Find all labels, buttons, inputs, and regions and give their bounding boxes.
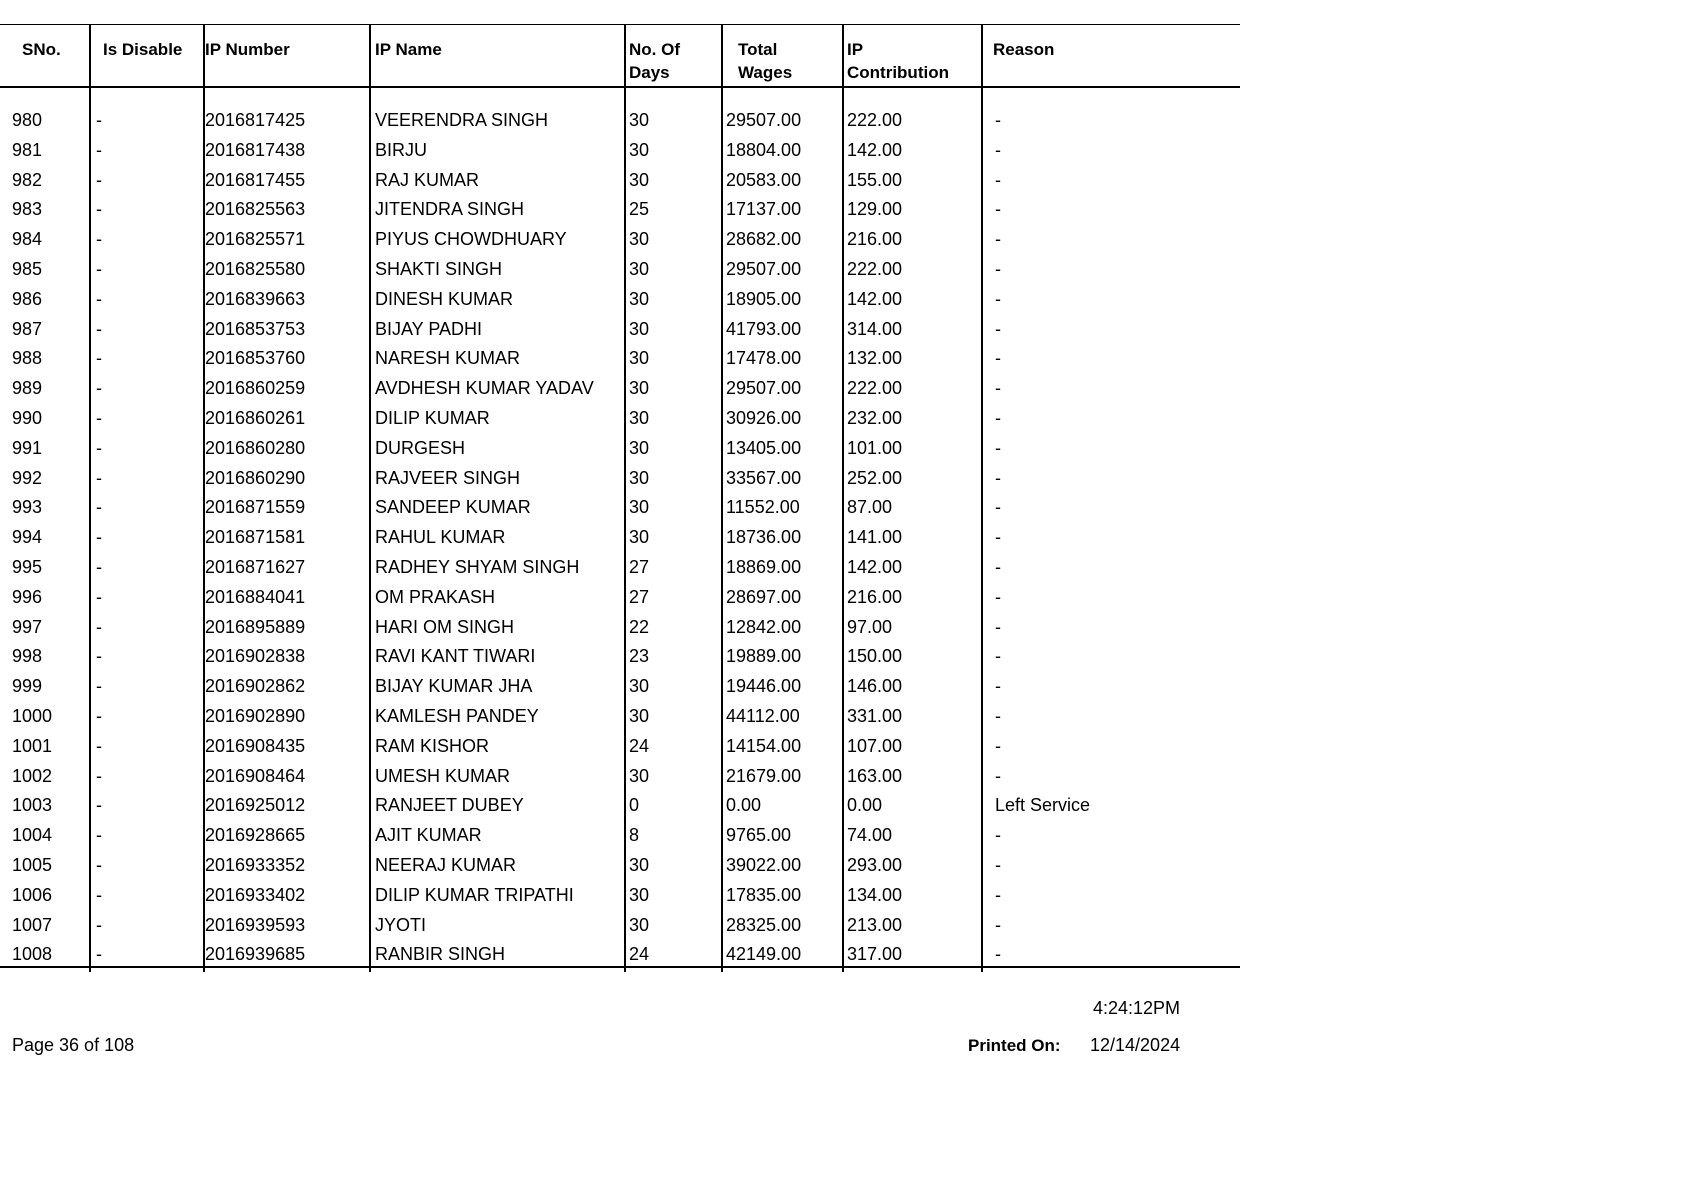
cell-is-disable: - — [96, 497, 102, 518]
cell-is-disable: - — [96, 884, 102, 905]
cell-ip-name: BIRJU — [375, 139, 428, 160]
cell-is-disable: - — [96, 914, 102, 935]
cell-is-disable: - — [96, 616, 102, 637]
cell-is-disable: - — [96, 258, 102, 279]
cell-reason: - — [995, 348, 1001, 369]
cell-reason: - — [995, 467, 1001, 488]
cell-reason: - — [995, 825, 1001, 846]
cell-is-disable: - — [96, 407, 102, 428]
cell-ip-number: 2016939685 — [205, 944, 306, 965]
table-row — [0, 493, 1240, 523]
cell-sno: 994 — [12, 527, 43, 548]
table-rows — [0, 106, 1240, 970]
cell-total-wages: 17137.00 — [726, 199, 802, 220]
cell-no-of-days: 23 — [629, 646, 650, 667]
cell-ip-number: 2016853760 — [205, 348, 306, 369]
cell-total-wages: 28682.00 — [726, 229, 802, 250]
table-row — [0, 106, 1240, 136]
cell-ip-name: OM PRAKASH — [375, 586, 496, 607]
cell-ip-number: 2016825563 — [205, 199, 306, 220]
cell-is-disable: - — [96, 646, 102, 667]
cell-ip-number: 2016825571 — [205, 229, 306, 250]
cell-ip-number: 2016925012 — [205, 795, 306, 816]
cell-ip-number: 2016860259 — [205, 378, 306, 399]
cell-is-disable: - — [96, 586, 102, 607]
cell-total-wages: 30926.00 — [726, 407, 802, 428]
cell-reason: Left Service — [995, 795, 1091, 816]
cell-ip-name: BIJAY KUMAR JHA — [375, 676, 533, 697]
cell-reason: - — [995, 318, 1001, 339]
cell-ip-contribution: 107.00 — [847, 735, 903, 756]
cell-no-of-days: 30 — [629, 676, 650, 697]
cell-ip-number: 2016817455 — [205, 169, 306, 190]
cell-sno: 1006 — [12, 884, 53, 905]
cell-ip-name: KAMLESH PANDEY — [375, 705, 539, 726]
cell-ip-contribution: 132.00 — [847, 348, 903, 369]
table-bottom-border — [0, 966, 1240, 968]
column-separator — [203, 24, 205, 972]
cell-ip-number: 2016902862 — [205, 676, 306, 697]
cell-no-of-days: 30 — [629, 229, 650, 250]
header-reason: Reason — [993, 40, 1055, 59]
table-row — [0, 523, 1240, 553]
cell-ip-contribution: 213.00 — [847, 914, 903, 935]
cell-total-wages: 19889.00 — [726, 646, 802, 667]
cell-ip-number: 2016939593 — [205, 914, 306, 935]
cell-ip-contribution: 142.00 — [847, 288, 903, 309]
contribution-table — [0, 24, 1240, 967]
cell-no-of-days: 0 — [629, 795, 640, 816]
cell-no-of-days: 22 — [629, 616, 650, 637]
cell-sno: 1005 — [12, 854, 53, 875]
cell-reason: - — [995, 884, 1001, 905]
cell-total-wages: 20583.00 — [726, 169, 802, 190]
cell-is-disable: - — [96, 169, 102, 190]
table-row — [0, 374, 1240, 404]
cell-ip-contribution: 222.00 — [847, 258, 903, 279]
cell-no-of-days: 30 — [629, 378, 650, 399]
cell-no-of-days: 30 — [629, 318, 650, 339]
cell-total-wages: 33567.00 — [726, 467, 802, 488]
cell-sno: 1003 — [12, 795, 53, 816]
cell-total-wages: 13405.00 — [726, 437, 802, 458]
cell-ip-number: 2016839663 — [205, 288, 306, 309]
cell-ip-contribution: 142.00 — [847, 139, 903, 160]
cell-reason: - — [995, 944, 1001, 965]
cell-ip-number: 2016902838 — [205, 646, 306, 667]
cell-no-of-days: 30 — [629, 705, 650, 726]
cell-total-wages: 21679.00 — [726, 765, 802, 786]
cell-no-of-days: 25 — [629, 199, 650, 220]
footer-printed-on-date: 12/14/2024 — [1090, 1035, 1181, 1055]
cell-sno: 981 — [12, 139, 43, 160]
cell-ip-name: NEERAJ KUMAR — [375, 854, 517, 875]
table-row — [0, 225, 1240, 255]
cell-ip-contribution: 216.00 — [847, 229, 903, 250]
cell-is-disable: - — [96, 139, 102, 160]
cell-total-wages: 42149.00 — [726, 944, 802, 965]
cell-no-of-days: 30 — [629, 527, 650, 548]
table-row — [0, 672, 1240, 702]
cell-is-disable: - — [96, 735, 102, 756]
table-row — [0, 136, 1240, 166]
cell-reason: - — [995, 169, 1001, 190]
cell-no-of-days: 30 — [629, 407, 650, 428]
cell-reason: - — [995, 854, 1001, 875]
cell-ip-number: 2016825580 — [205, 258, 306, 279]
table-row — [0, 285, 1240, 315]
cell-ip-contribution: 129.00 — [847, 199, 903, 220]
cell-is-disable: - — [96, 825, 102, 846]
cell-reason: - — [995, 646, 1001, 667]
column-separator — [89, 24, 91, 972]
cell-ip-contribution: 232.00 — [847, 407, 903, 428]
cell-no-of-days: 30 — [629, 258, 650, 279]
cell-reason: - — [995, 705, 1001, 726]
cell-total-wages: 0.00 — [726, 795, 762, 816]
cell-is-disable: - — [96, 318, 102, 339]
header-sno: SNo. — [22, 40, 61, 59]
cell-reason: - — [995, 229, 1001, 250]
cell-ip-name: RAVI KANT TIWARI — [375, 646, 536, 667]
cell-ip-number: 2016871627 — [205, 556, 306, 577]
cell-ip-number: 2016860290 — [205, 467, 306, 488]
cell-ip-name: DILIP KUMAR — [375, 407, 490, 428]
cell-total-wages: 29507.00 — [726, 378, 802, 399]
cell-is-disable: - — [96, 348, 102, 369]
cell-ip-name: RAM KISHOR — [375, 735, 490, 756]
cell-ip-number: 2016908464 — [205, 765, 306, 786]
cell-sno: 995 — [12, 556, 43, 577]
table-row — [0, 911, 1240, 941]
cell-is-disable: - — [96, 199, 102, 220]
cell-ip-contribution: 134.00 — [847, 884, 903, 905]
cell-ip-number: 2016884041 — [205, 586, 306, 607]
cell-ip-name: RANJEET DUBEY — [375, 795, 524, 816]
footer-printed-on-label: Printed On: — [968, 1036, 1061, 1055]
cell-reason: - — [995, 199, 1001, 220]
cell-sno: 998 — [12, 646, 43, 667]
cell-ip-contribution: 216.00 — [847, 586, 903, 607]
cell-ip-number: 2016933402 — [205, 884, 306, 905]
cell-ip-number: 2016895889 — [205, 616, 306, 637]
cell-sno: 993 — [12, 497, 43, 518]
cell-is-disable: - — [96, 795, 102, 816]
cell-ip-number: 2016860261 — [205, 407, 306, 428]
cell-sno: 982 — [12, 169, 43, 190]
column-separator — [981, 24, 983, 972]
cell-reason: - — [995, 914, 1001, 935]
cell-ip-name: VEERENDRA SINGH — [375, 110, 549, 130]
cell-reason: - — [995, 586, 1001, 607]
cell-ip-number: 2016902890 — [205, 705, 306, 726]
cell-ip-contribution: 142.00 — [847, 556, 903, 577]
cell-sno: 990 — [12, 407, 43, 428]
cell-no-of-days: 30 — [629, 169, 650, 190]
cell-sno: 980 — [12, 110, 43, 130]
cell-total-wages: 14154.00 — [726, 735, 802, 756]
cell-total-wages: 29507.00 — [726, 258, 802, 279]
cell-total-wages: 18869.00 — [726, 556, 802, 577]
cell-total-wages: 18736.00 — [726, 527, 802, 548]
table-row — [0, 583, 1240, 613]
cell-no-of-days: 30 — [629, 139, 650, 160]
cell-reason: - — [995, 288, 1001, 309]
cell-ip-contribution: 141.00 — [847, 527, 903, 548]
cell-reason: - — [995, 527, 1001, 548]
cell-ip-number: 2016817425 — [205, 110, 306, 130]
cell-no-of-days: 8 — [629, 825, 640, 846]
cell-total-wages: 28697.00 — [726, 586, 802, 607]
cell-sno: 1001 — [12, 735, 53, 756]
cell-ip-contribution: 331.00 — [847, 705, 903, 726]
header-total-wages: Total Wages — [738, 40, 793, 82]
cell-ip-number: 2016817438 — [205, 139, 306, 160]
cell-ip-contribution: 155.00 — [847, 169, 903, 190]
cell-ip-contribution: 293.00 — [847, 854, 903, 875]
cell-no-of-days: 30 — [629, 884, 650, 905]
cell-ip-number: 2016908435 — [205, 735, 306, 756]
cell-ip-number: 2016933352 — [205, 854, 306, 875]
cell-sno: 1000 — [12, 705, 53, 726]
cell-is-disable: - — [96, 437, 102, 458]
cell-ip-contribution: 97.00 — [847, 616, 893, 637]
cell-ip-contribution: 252.00 — [847, 467, 903, 488]
cell-ip-name: RAJVEER SINGH — [375, 467, 521, 488]
cell-ip-name: RADHEY SHYAM SINGH — [375, 556, 580, 577]
cell-reason: - — [995, 407, 1001, 428]
cell-ip-name: JITENDRA SINGH — [375, 199, 525, 220]
cell-is-disable: - — [96, 288, 102, 309]
cell-no-of-days: 30 — [629, 765, 650, 786]
cell-sno: 984 — [12, 229, 43, 250]
cell-ip-number: 2016928665 — [205, 825, 306, 846]
cell-ip-name: AVDHESH KUMAR YADAV — [375, 378, 594, 399]
cell-ip-contribution: 74.00 — [847, 825, 893, 846]
column-separator — [721, 24, 723, 972]
cell-reason: - — [995, 765, 1001, 786]
table-row — [0, 642, 1240, 672]
cell-ip-number: 2016853753 — [205, 318, 306, 339]
cell-ip-name: DINESH KUMAR — [375, 288, 514, 309]
cell-no-of-days: 30 — [629, 497, 650, 518]
cell-sno: 983 — [12, 199, 43, 220]
table-row — [0, 195, 1240, 225]
table-row — [0, 851, 1240, 881]
cell-no-of-days: 30 — [629, 854, 650, 875]
cell-ip-contribution: 222.00 — [847, 378, 903, 399]
cell-sno: 987 — [12, 318, 43, 339]
cell-is-disable: - — [96, 676, 102, 697]
cell-no-of-days: 24 — [629, 944, 650, 965]
cell-is-disable: - — [96, 854, 102, 875]
cell-ip-contribution: 87.00 — [847, 497, 893, 518]
cell-ip-name: RAHUL KUMAR — [375, 527, 506, 548]
cell-total-wages: 11552.00 — [726, 497, 800, 518]
cell-sno: 1008 — [12, 944, 53, 965]
header-ip-contribution: IP Contribution — [847, 40, 949, 82]
cell-ip-name: PIYUS CHOWDHUARY — [375, 229, 567, 250]
cell-reason: - — [995, 437, 1001, 458]
cell-ip-number: 2016871559 — [205, 497, 306, 518]
column-separator — [624, 24, 626, 972]
cell-sno: 997 — [12, 616, 43, 637]
table-row — [0, 881, 1240, 911]
table-row — [0, 791, 1240, 821]
cell-ip-contribution: 222.00 — [847, 110, 903, 130]
column-separator — [369, 24, 371, 972]
cell-is-disable: - — [96, 527, 102, 548]
table-row — [0, 255, 1240, 285]
cell-total-wages: 18905.00 — [726, 288, 802, 309]
cell-no-of-days: 27 — [629, 556, 650, 577]
cell-is-disable: - — [96, 556, 102, 577]
cell-ip-name: SHAKTI SINGH — [375, 258, 503, 279]
table-header — [0, 24, 1240, 88]
footer-page-number: Page 36 of 108 — [12, 1035, 135, 1055]
cell-total-wages: 12842.00 — [726, 616, 802, 637]
cell-is-disable: - — [96, 110, 102, 130]
cell-no-of-days: 27 — [629, 586, 650, 607]
cell-sno: 1002 — [12, 765, 53, 786]
cell-ip-name: UMESH KUMAR — [375, 765, 511, 786]
cell-reason: - — [995, 378, 1001, 399]
cell-reason: - — [995, 616, 1001, 637]
footer-time: 4:24:12PM — [1093, 998, 1181, 1018]
cell-ip-name: RAJ KUMAR — [375, 169, 480, 190]
cell-ip-name: NARESH KUMAR — [375, 348, 521, 369]
table-row — [0, 702, 1240, 732]
cell-ip-name: AJIT KUMAR — [375, 825, 482, 846]
cell-reason: - — [995, 556, 1001, 577]
cell-ip-contribution: 0.00 — [847, 795, 883, 816]
cell-no-of-days: 30 — [629, 110, 650, 130]
cell-sno: 988 — [12, 348, 43, 369]
cell-reason: - — [995, 139, 1001, 160]
cell-is-disable: - — [96, 765, 102, 786]
cell-ip-name: SANDEEP KUMAR — [375, 497, 531, 518]
table-body — [0, 88, 1240, 967]
cell-is-disable: - — [96, 378, 102, 399]
table-row — [0, 404, 1240, 434]
cell-no-of-days: 30 — [629, 437, 650, 458]
cell-ip-contribution: 163.00 — [847, 765, 903, 786]
cell-ip-contribution: 317.00 — [847, 944, 903, 965]
cell-total-wages: 29507.00 — [726, 110, 802, 130]
cell-total-wages: 44112.00 — [726, 705, 800, 726]
cell-reason: - — [995, 497, 1001, 518]
table-row — [0, 732, 1240, 762]
cell-ip-contribution: 101.00 — [847, 437, 903, 458]
table-row — [0, 762, 1240, 792]
cell-total-wages: 19446.00 — [726, 676, 802, 697]
cell-ip-name: DURGESH — [375, 437, 466, 458]
cell-reason: - — [995, 735, 1001, 756]
cell-sno: 999 — [12, 676, 43, 697]
cell-total-wages: 17835.00 — [726, 884, 802, 905]
header-ip-name: IP Name — [375, 40, 442, 59]
cell-sno: 989 — [12, 378, 43, 399]
cell-total-wages: 39022.00 — [726, 854, 802, 875]
cell-sno: 996 — [12, 586, 43, 607]
cell-no-of-days: 30 — [629, 348, 650, 369]
header-ip-number: IP Number — [205, 40, 290, 59]
table-row — [0, 166, 1240, 196]
cell-no-of-days: 30 — [629, 914, 650, 935]
cell-sno: 985 — [12, 258, 43, 279]
cell-ip-contribution: 314.00 — [847, 318, 903, 339]
table-row — [0, 344, 1240, 374]
cell-no-of-days: 24 — [629, 735, 650, 756]
cell-total-wages: 28325.00 — [726, 914, 802, 935]
cell-sno: 986 — [12, 288, 43, 309]
cell-total-wages: 18804.00 — [726, 139, 802, 160]
table-row — [0, 315, 1240, 345]
cell-is-disable: - — [96, 944, 102, 965]
cell-ip-name: HARI OM SINGH — [375, 616, 515, 637]
cell-ip-number: 2016860280 — [205, 437, 306, 458]
cell-ip-name: RANBIR SINGH — [375, 944, 506, 965]
cell-sno: 1004 — [12, 825, 53, 846]
cell-ip-name: JYOTI — [375, 914, 427, 935]
cell-ip-contribution: 150.00 — [847, 646, 903, 667]
cell-is-disable: - — [96, 705, 102, 726]
table-row — [0, 553, 1240, 583]
cell-reason: - — [995, 258, 1001, 279]
cell-is-disable: - — [96, 467, 102, 488]
header-is-disable: Is Disable — [103, 40, 183, 59]
cell-no-of-days: 30 — [629, 288, 650, 309]
cell-ip-contribution: 146.00 — [847, 676, 903, 697]
table-row — [0, 464, 1240, 494]
cell-sno: 991 — [12, 437, 43, 458]
cell-ip-name: BIJAY PADHI — [375, 318, 483, 339]
cell-total-wages: 41793.00 — [726, 318, 802, 339]
cell-no-of-days: 30 — [629, 467, 650, 488]
table-row — [0, 613, 1240, 643]
cell-total-wages: 17478.00 — [726, 348, 802, 369]
cell-sno: 1007 — [12, 914, 53, 935]
cell-reason: - — [995, 676, 1001, 697]
cell-ip-name: DILIP KUMAR TRIPATHI — [375, 884, 574, 905]
table-row — [0, 821, 1240, 851]
cell-total-wages: 9765.00 — [726, 825, 792, 846]
cell-ip-number: 2016871581 — [205, 527, 306, 548]
cell-reason: - — [995, 110, 1001, 130]
cell-is-disable: - — [96, 229, 102, 250]
table-row — [0, 434, 1240, 464]
column-separator — [842, 24, 844, 972]
cell-sno: 992 — [12, 467, 43, 488]
header-no-of-days: No. Of Days — [629, 40, 680, 82]
